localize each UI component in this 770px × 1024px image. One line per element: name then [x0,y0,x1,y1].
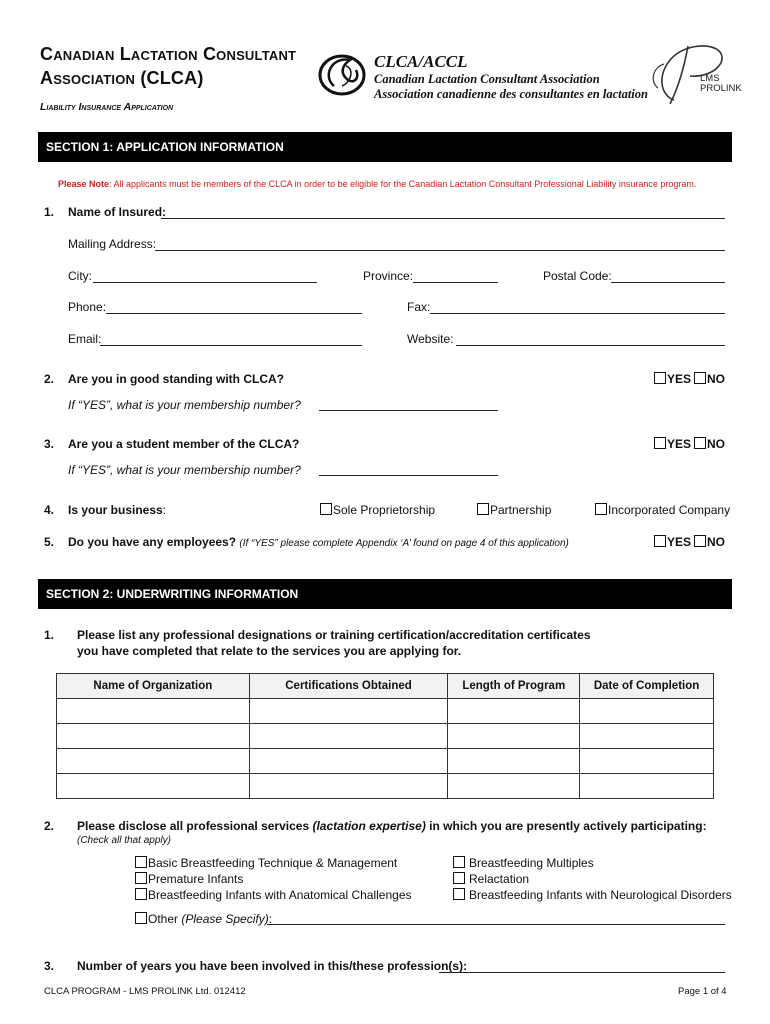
yes-label: YES [667,535,692,549]
other-label: Other [148,912,182,926]
q5-appendix-note: (If “YES” please complete Appendix ‘A’ found on page 4 of this application) [239,538,569,549]
q5-number: 5. [44,535,55,549]
document-title [40,42,296,90]
column-header: Name of Organization [57,674,250,699]
table-row [57,699,714,724]
website-label: Website: [407,332,454,346]
title-line-2: Association (CLCA) [40,68,204,88]
certifications-table [56,673,714,799]
check-all-hint: (Check all that apply) [77,835,171,846]
mailing-address-label: Mailing Address: [68,237,157,251]
option-label: Breastfeeding Infants with Anatomical Challenges [148,888,412,902]
postal-code-label: Postal Code: [543,269,612,283]
mailing-address-field[interactable] [155,236,725,251]
option-label: Basic Breastfeeding Technique & Management [148,856,398,870]
fax-field[interactable] [430,299,725,314]
service-basic-breastfeeding[interactable] [135,856,397,870]
checkbox-icon[interactable] [694,437,706,449]
email-field[interactable] [100,331,362,346]
footer-program-code: CLCA PROGRAM - LMS PROLINK Ltd. 012412 [44,986,246,997]
footer-page-number: Page 1 of 4 [678,986,727,997]
q2-number: 2. [44,372,55,386]
table-cell[interactable] [57,724,250,749]
phone-field[interactable] [106,299,362,314]
section-1-heading: SECTION 1: APPLICATION INFORMATION [38,132,732,162]
checkbox-icon[interactable] [694,372,706,384]
checkbox-icon[interactable] [477,503,489,515]
name-of-insured-field[interactable] [161,204,725,219]
table-cell[interactable] [580,724,714,749]
lms-text: LMS [700,73,720,84]
option-label: Breastfeeding Infants with Neurological Disorders [469,888,732,902]
table-cell[interactable] [580,774,714,799]
checkbox-icon[interactable] [453,888,465,900]
q4-number: 4. [44,503,55,517]
city-label: City: [68,269,92,283]
q4-label-text: Is your business [68,503,163,517]
prolink-text: PROLINK [700,83,742,94]
table-cell[interactable] [249,774,448,799]
incorporated-company-option[interactable] [595,503,730,517]
q5-yes-option[interactable] [654,535,691,549]
service-premature-infants[interactable] [135,872,243,886]
option-label: Sole Proprietorship [333,503,436,517]
logo-acronym: CLCA/ACCL [374,52,468,71]
checkbox-icon[interactable] [453,872,465,884]
table-cell[interactable] [249,724,448,749]
s2-q1-line-2: you have completed that relate to the services you are applying for. [77,644,462,658]
s2-q2-number: 2. [44,819,55,833]
section-2-heading: SECTION 2: UNDERWRITING INFORMATION [38,579,732,609]
years-involved-field[interactable] [439,958,725,973]
logo-name-en: Canadian Lactation Consultant Association [374,72,600,86]
table-row [57,749,714,774]
yes-label: YES [667,372,692,386]
no-label: NO [707,372,725,386]
service-anatomical-challenges[interactable] [135,888,412,902]
clca-logo-text [374,52,648,102]
column-header: Certifications Obtained [249,674,448,699]
checkbox-icon[interactable] [135,872,147,884]
title-line-1: Canadian Lactation Consultant [40,44,297,64]
q2-yes-option[interactable] [654,372,691,386]
checkbox-icon[interactable] [135,856,147,868]
q2-membership-number-field[interactable] [319,396,498,411]
logo-name-fr: Association canadienne des consultantes en lactation [374,87,648,101]
name-of-insured-label: Name of Insured: [68,205,167,219]
q1-number: 1. [44,205,55,219]
option-label: Breastfeeding Multiples [469,856,594,870]
option-label: Premature Infants [148,872,244,886]
table-row [57,774,714,799]
option-label: Partnership [490,503,552,517]
note-text: : All applicants must be members of the CLCA in order to be eligible for the Canadian Lactation Consultant Professional Liability insurance program. [109,179,697,189]
column-header: Date of Completion [580,674,714,699]
q2-membership-number-label: If “YES”, what is your membership number? [68,398,301,412]
city-field[interactable] [93,268,317,283]
q2-label-part-b: (lactation expertise) [312,819,426,833]
table-header-row [57,674,714,699]
service-other[interactable] [135,912,272,926]
document-subtitle: Liability Insurance Application [40,101,174,113]
no-label: NO [707,535,725,549]
column-header: Length of Program [448,674,580,699]
yes-label: YES [667,437,692,451]
province-label: Province: [363,269,414,283]
checkbox-icon[interactable] [320,503,332,515]
q2-label-part-a: Please disclose all professional services [77,819,313,833]
table-cell[interactable] [448,774,580,799]
q3-yes-option[interactable] [654,437,691,451]
s2-q3-number: 3. [44,959,55,973]
lms-prolink-logo-icon [644,38,734,108]
website-field[interactable] [456,331,725,346]
other-specify-field[interactable] [267,910,725,925]
other-specify-label: (Please Specify) [181,912,269,926]
checkbox-icon[interactable] [595,503,607,515]
q3-no-option[interactable] [694,437,725,451]
q5-no-option[interactable] [694,535,725,549]
option-label: Incorporated Company [608,503,731,517]
eligibility-note [58,179,696,189]
s2-q1-number: 1. [44,628,55,642]
table-cell[interactable] [580,699,714,724]
q2-no-option[interactable] [694,372,725,386]
q3-student-member-label: Are you a student member of the CLCA? [68,437,300,451]
table-cell[interactable] [249,749,448,774]
q4-colon: : [162,503,167,517]
checkbox-icon[interactable] [654,372,666,384]
table-cell[interactable] [57,749,250,774]
phone-label: Phone: [68,300,107,314]
q5-employees-label [68,535,569,549]
service-neurological-disorders[interactable] [453,888,732,902]
checkbox-icon[interactable] [135,912,147,924]
checkbox-icon[interactable] [453,856,465,868]
s2-q2-label [77,819,707,833]
option-label: Relactation [469,872,530,886]
clca-logo-icon [314,46,372,102]
checkbox-icon[interactable] [135,888,147,900]
note-label: Please Note [58,179,110,189]
service-breastfeeding-multiples[interactable] [453,856,594,870]
table-cell[interactable] [57,774,250,799]
sole-proprietorship-option[interactable] [320,503,435,517]
no-label: NO [707,437,725,451]
table-cell[interactable] [580,749,714,774]
checkbox-icon[interactable] [654,437,666,449]
q3-membership-number-field[interactable] [319,461,498,476]
email-label: Email: [68,332,102,346]
years-involved-label: Number of years you have been involved in this/these profession(s): [77,959,468,973]
table-cell[interactable] [57,699,250,724]
q5-label-text: Do you have any employees? [68,535,237,549]
other-colon: : [268,912,273,926]
table-cell[interactable] [249,699,448,724]
q3-number: 3. [44,437,55,451]
table-cell[interactable] [448,699,580,724]
q3-membership-number-label: If “YES”, what is your membership number? [68,463,301,477]
province-field[interactable] [413,268,498,283]
checkbox-icon[interactable] [654,535,666,547]
postal-code-field[interactable] [611,268,725,283]
table-cell[interactable] [448,724,580,749]
lms-prolink-text [700,74,742,94]
partnership-option[interactable] [477,503,551,517]
q4-business-type-label [68,503,166,517]
table-row [57,724,714,749]
service-relactation[interactable] [453,872,529,886]
q2-good-standing-label: Are you in good standing with CLCA? [68,372,284,386]
checkbox-icon[interactable] [694,535,706,547]
table-cell[interactable] [448,749,580,774]
fax-label: Fax: [407,300,431,314]
s2-q1-line-1: Please list any professional designations or training certification/accreditation certificates [77,628,591,642]
q2-label-part-c: in which you are presently actively participating: [425,819,707,833]
